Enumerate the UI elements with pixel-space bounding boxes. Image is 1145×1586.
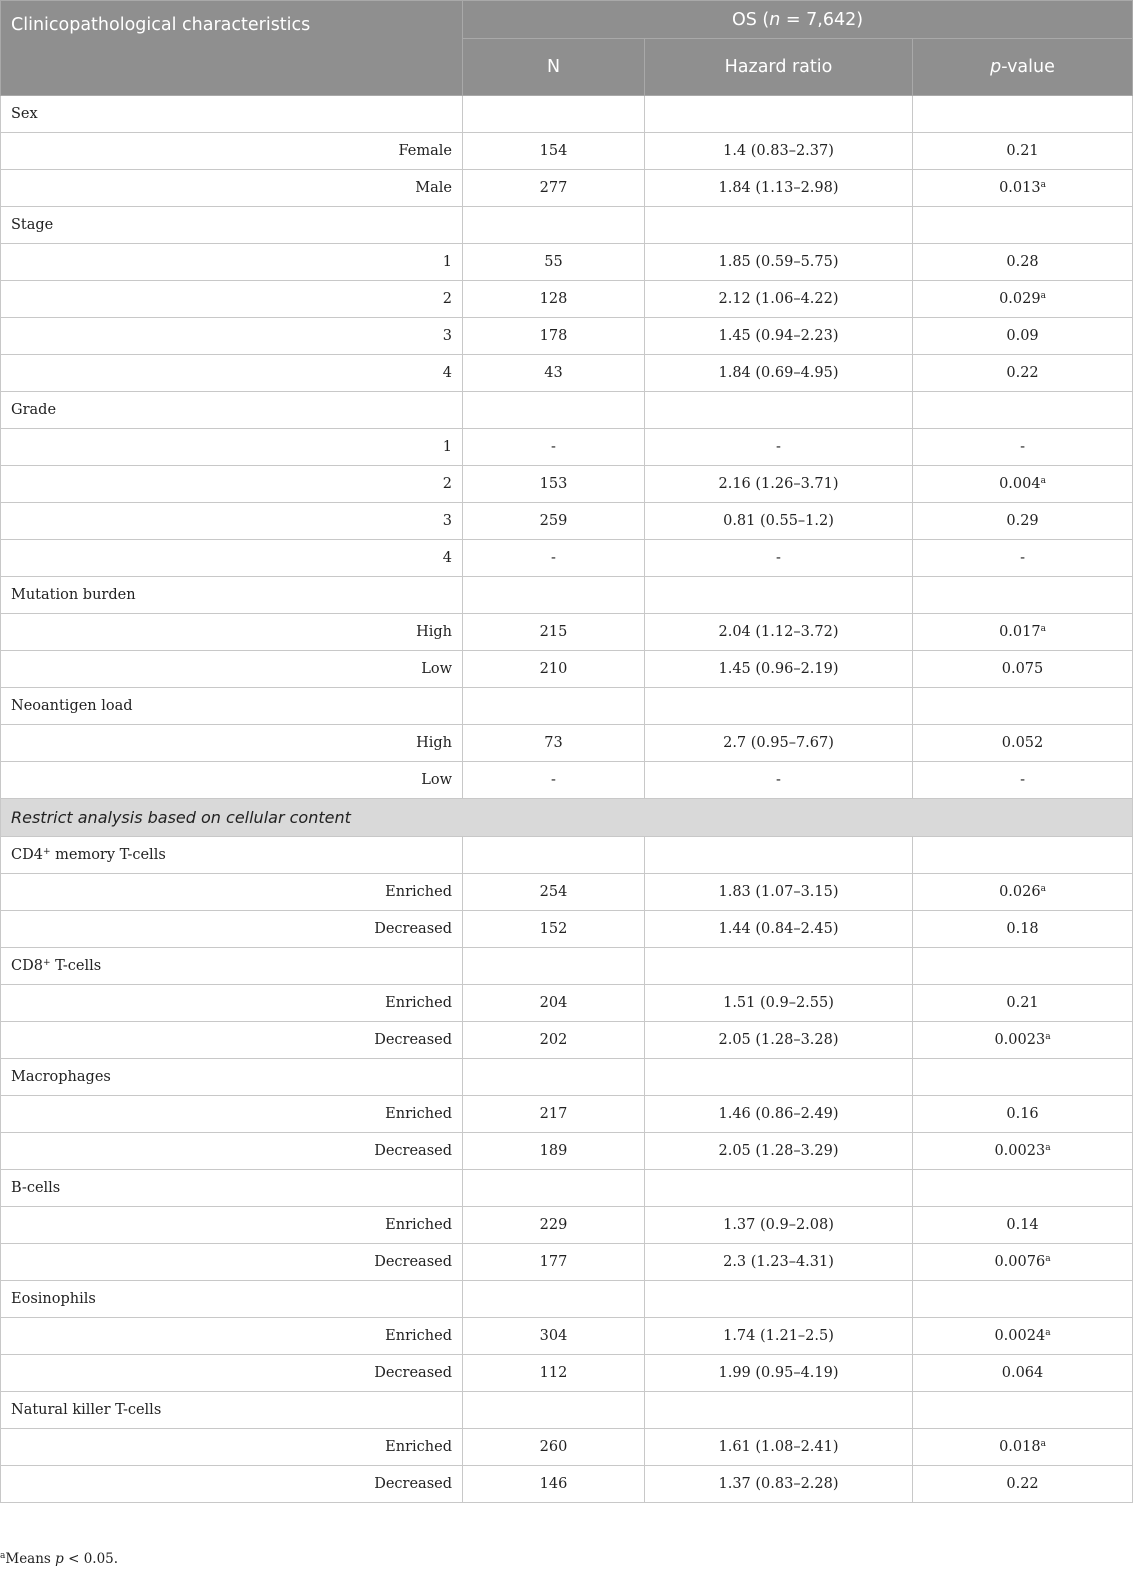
table-row: [1, 985, 1133, 1022]
hazard-ratio-cell: 2.7 (0.95–7.67): [645, 725, 913, 762]
group-label-text: Sex: [11, 106, 38, 122]
n-cell: 177: [463, 1244, 645, 1281]
table-row: [1, 281, 1133, 318]
p-value-text: 0.0023: [994, 1143, 1046, 1159]
empty-cell: [645, 96, 913, 133]
significance-mark: a: [1040, 1439, 1046, 1449]
p-value-text: 0.14: [1006, 1217, 1039, 1233]
p-value-text: 0.29: [1006, 513, 1039, 529]
table-row: [1, 1429, 1133, 1466]
n-cell: 153: [463, 466, 645, 503]
section-row: [1, 799, 1133, 837]
table-row: [1, 1207, 1133, 1244]
table-row: [1, 318, 1133, 355]
table-row: [1, 651, 1133, 688]
table-row: [1, 355, 1133, 392]
group-header-row: [1, 948, 1133, 985]
subgroup-label: Decreased: [1, 911, 463, 948]
p-value-text: 0.21: [1006, 995, 1039, 1011]
hazard-ratio-cell: 2.05 (1.28–3.28): [645, 1022, 913, 1059]
p-value-cell: [913, 1466, 1133, 1503]
table-row: [1, 170, 1133, 207]
empty-cell: [913, 207, 1133, 244]
significance-mark: a: [1040, 476, 1046, 486]
empty-cell: [463, 1170, 645, 1207]
table-row: [1, 1022, 1133, 1059]
group-label: [1, 948, 463, 985]
group-header-row: [1, 1281, 1133, 1318]
n-cell: 55: [463, 244, 645, 281]
subgroup-label: 2: [1, 281, 463, 318]
hazard-ratio-cell: 1.37 (0.83–2.28): [645, 1466, 913, 1503]
hazard-ratio-cell: 2.05 (1.28–3.29): [645, 1133, 913, 1170]
n-cell: 215: [463, 614, 645, 651]
empty-cell: [913, 837, 1133, 874]
subgroup-label: 1: [1, 244, 463, 281]
group-label-text: Grade: [11, 402, 57, 418]
p-value-cell: [913, 244, 1133, 281]
subgroup-label: Female: [1, 133, 463, 170]
p-value-cell: [913, 466, 1133, 503]
n-cell: 43: [463, 355, 645, 392]
os-suffix: = 7,642): [780, 9, 864, 30]
n-cell: 112: [463, 1355, 645, 1392]
p-value-text: -: [1020, 439, 1025, 455]
empty-cell: [645, 207, 913, 244]
p-value-text: 0.075: [1001, 661, 1044, 677]
empty-cell: [645, 837, 913, 874]
p-value-text: 0.013: [999, 180, 1041, 196]
subgroup-label: Enriched: [1, 1318, 463, 1355]
hazard-ratio-cell: 1.84 (1.13–2.98): [645, 170, 913, 207]
subgroup-label: High: [1, 614, 463, 651]
table-row: [1, 725, 1133, 762]
subgroup-label: 2: [1, 466, 463, 503]
empty-cell: [463, 577, 645, 614]
table-row: [1, 503, 1133, 540]
group-label-rest: memory T-cells: [50, 847, 166, 863]
empty-cell: [913, 577, 1133, 614]
empty-cell: [645, 392, 913, 429]
table-row: [1, 466, 1133, 503]
n-cell: 128: [463, 281, 645, 318]
subgroup-label: 3: [1, 503, 463, 540]
significance-mark: a: [1045, 1143, 1051, 1153]
group-label: [1, 688, 463, 725]
n-cell: 277: [463, 170, 645, 207]
group-header-row: [1, 1170, 1133, 1207]
os-n: n: [769, 9, 781, 30]
empty-cell: [913, 948, 1133, 985]
empty-cell: [645, 577, 913, 614]
header-os: [463, 1, 1133, 39]
group-label: [1, 1059, 463, 1096]
p-value-cell: [913, 614, 1133, 651]
p-suffix: -value: [1001, 57, 1055, 77]
empty-cell: [463, 1281, 645, 1318]
hazard-ratio-cell: 1.46 (0.86–2.49): [645, 1096, 913, 1133]
p-value-cell: [913, 1022, 1133, 1059]
p-value-text: 0.18: [1006, 921, 1039, 937]
subgroup-label: 4: [1, 540, 463, 577]
empty-cell: [645, 688, 913, 725]
subgroup-label: Decreased: [1, 1355, 463, 1392]
empty-cell: [463, 688, 645, 725]
n-cell: 73: [463, 725, 645, 762]
empty-cell: [645, 1392, 913, 1429]
section-label: Restrict analysis based on cellular content: [1, 799, 1133, 837]
p-value-text: 0.029: [999, 291, 1041, 307]
hazard-ratio-cell: 1.51 (0.9–2.55): [645, 985, 913, 1022]
p-value-text: 0.28: [1006, 254, 1039, 270]
p-value-cell: [913, 725, 1133, 762]
group-label: [1, 837, 463, 874]
p-value-text: 0.16: [1006, 1106, 1039, 1122]
table-body: [1, 96, 1133, 1503]
footnote-mark: a: [0, 1551, 6, 1561]
subgroup-label: Male: [1, 170, 463, 207]
subgroup-label: Enriched: [1, 1207, 463, 1244]
empty-cell: [913, 96, 1133, 133]
empty-cell: [463, 837, 645, 874]
hazard-ratio-cell: 1.84 (0.69–4.95): [645, 355, 913, 392]
empty-cell: [913, 1170, 1133, 1207]
significance-mark: a: [1045, 1254, 1051, 1264]
p-value-cell: [913, 503, 1133, 540]
footnote-text: Means: [5, 1551, 56, 1567]
p-value-text: 0.026: [999, 884, 1041, 900]
p-value-text: 0.21: [1006, 143, 1039, 159]
group-label-sup: +: [42, 958, 51, 968]
table-row: [1, 874, 1133, 911]
group-label-text: CD4: [11, 847, 43, 863]
table-row: [1, 1244, 1133, 1281]
hazard-ratio-cell: 1.83 (1.07–3.15): [645, 874, 913, 911]
n-cell: 254: [463, 874, 645, 911]
subgroup-label: 3: [1, 318, 463, 355]
subgroup-label: Enriched: [1, 985, 463, 1022]
n-cell: 204: [463, 985, 645, 1022]
hazard-ratio-cell: -: [645, 762, 913, 799]
n-cell: 260: [463, 1429, 645, 1466]
hazard-ratio-cell: 1.99 (0.95–4.19): [645, 1355, 913, 1392]
hazard-ratio-cell: 1.37 (0.9–2.08): [645, 1207, 913, 1244]
n-cell: -: [463, 540, 645, 577]
n-cell: -: [463, 429, 645, 466]
subgroup-label: Low: [1, 651, 463, 688]
subgroup-label: Decreased: [1, 1133, 463, 1170]
p-value-cell: [913, 1355, 1133, 1392]
table-row: [1, 1133, 1133, 1170]
p-value-cell: [913, 355, 1133, 392]
table-header: [1, 1, 1133, 96]
p-value-text: 0.004: [999, 476, 1041, 492]
table-row: [1, 540, 1133, 577]
group-label-text: Eosinophils: [11, 1291, 96, 1307]
n-cell: 259: [463, 503, 645, 540]
p-value-cell: [913, 762, 1133, 799]
footnote-rest: < 0.05.: [63, 1551, 119, 1567]
subgroup-label: High: [1, 725, 463, 762]
group-header-row: [1, 1059, 1133, 1096]
empty-cell: [463, 96, 645, 133]
empty-cell: [645, 1281, 913, 1318]
hazard-ratio-cell: -: [645, 540, 913, 577]
empty-cell: [463, 207, 645, 244]
p-value-cell: [913, 281, 1133, 318]
p-value-text: -: [1020, 772, 1025, 788]
subgroup-label: 1: [1, 429, 463, 466]
p-value-text: 0.0024: [994, 1328, 1046, 1344]
group-header-row: [1, 207, 1133, 244]
subgroup-label: Enriched: [1, 1096, 463, 1133]
group-label: [1, 577, 463, 614]
n-cell: 202: [463, 1022, 645, 1059]
subgroup-label: Decreased: [1, 1244, 463, 1281]
group-label-text: Stage: [11, 217, 54, 233]
subgroup-label: Decreased: [1, 1466, 463, 1503]
header-n: N: [463, 39, 645, 96]
table-row: [1, 1096, 1133, 1133]
hazard-ratio-cell: 1.74 (1.21–2.5): [645, 1318, 913, 1355]
p-value-cell: [913, 911, 1133, 948]
empty-cell: [463, 948, 645, 985]
hazard-ratio-cell: 1.4 (0.83–2.37): [645, 133, 913, 170]
group-label-text: Macrophages: [11, 1069, 111, 1085]
group-label: [1, 1281, 463, 1318]
header-hazard-ratio: Hazard ratio: [645, 39, 913, 96]
p-value-cell: [913, 1133, 1133, 1170]
group-header-row: [1, 96, 1133, 133]
p-value-cell: [913, 540, 1133, 577]
hazard-ratio-cell: 1.44 (0.84–2.45): [645, 911, 913, 948]
hazard-ratio-cell: -: [645, 429, 913, 466]
hazard-ratio-cell: 2.04 (1.12–3.72): [645, 614, 913, 651]
hazard-ratio-cell: 1.61 (1.08–2.41): [645, 1429, 913, 1466]
empty-cell: [463, 1059, 645, 1096]
empty-cell: [463, 1392, 645, 1429]
footnote: [0, 1551, 118, 1567]
group-label: [1, 96, 463, 133]
subgroup-label: Decreased: [1, 1022, 463, 1059]
subgroup-label: 4: [1, 355, 463, 392]
n-cell: 229: [463, 1207, 645, 1244]
p-value-text: -: [1020, 550, 1025, 566]
group-header-row: [1, 577, 1133, 614]
p-value-cell: [913, 1207, 1133, 1244]
p-value-text: 0.22: [1006, 365, 1039, 381]
table-row: [1, 429, 1133, 466]
p-value-cell: [913, 1429, 1133, 1466]
p-value-cell: [913, 1244, 1133, 1281]
group-label-text: Mutation burden: [11, 587, 136, 603]
hazard-ratio-cell: 2.12 (1.06–4.22): [645, 281, 913, 318]
table-row: [1, 1318, 1133, 1355]
significance-mark: a: [1040, 624, 1046, 634]
empty-cell: [913, 392, 1133, 429]
hazard-ratio-cell: 1.45 (0.96–2.19): [645, 651, 913, 688]
hazard-ratio-cell: 0.81 (0.55–1.2): [645, 503, 913, 540]
p-value-cell: [913, 170, 1133, 207]
p-value-cell: [913, 133, 1133, 170]
p-value-cell: [913, 1096, 1133, 1133]
table-row: [1, 1355, 1133, 1392]
p-value-cell: [913, 651, 1133, 688]
empty-cell: [645, 948, 913, 985]
table-row: [1, 911, 1133, 948]
hazard-ratio-cell: 1.45 (0.94–2.23): [645, 318, 913, 355]
table-row: [1, 1466, 1133, 1503]
empty-cell: [645, 1170, 913, 1207]
n-cell: 189: [463, 1133, 645, 1170]
group-header-row: [1, 392, 1133, 429]
subgroup-label: Low: [1, 762, 463, 799]
p-value-text: 0.22: [1006, 1476, 1039, 1492]
group-label-text: CD8: [11, 958, 43, 974]
p-value-text: 0.09: [1006, 328, 1039, 344]
n-cell: 210: [463, 651, 645, 688]
p-value-text: 0.064: [1001, 1365, 1044, 1381]
group-label: [1, 1170, 463, 1207]
significance-mark: a: [1045, 1328, 1051, 1338]
hazard-ratio-cell: 2.3 (1.23–4.31): [645, 1244, 913, 1281]
subgroup-label: Enriched: [1, 874, 463, 911]
subgroup-label: Enriched: [1, 1429, 463, 1466]
group-label-text: Natural killer T-cells: [11, 1402, 162, 1418]
p-value-text: 0.0023: [994, 1032, 1046, 1048]
n-cell: 146: [463, 1466, 645, 1503]
empty-cell: [913, 1281, 1133, 1318]
significance-mark: a: [1045, 1032, 1051, 1042]
footnote-p: p: [55, 1551, 64, 1567]
table-row: [1, 133, 1133, 170]
group-header-row: [1, 688, 1133, 725]
group-label-sup: +: [42, 847, 51, 857]
hazard-ratio-cell: 2.16 (1.26–3.71): [645, 466, 913, 503]
table-row: [1, 614, 1133, 651]
group-label-text: B-cells: [11, 1180, 61, 1196]
p-value-cell: [913, 1318, 1133, 1355]
p-value-text: 0.0076: [994, 1254, 1046, 1270]
header-characteristics: Clinicopathological characteristics: [1, 1, 463, 96]
table-row: [1, 762, 1133, 799]
p-value-text: 0.018: [999, 1439, 1041, 1455]
empty-cell: [645, 1059, 913, 1096]
p-value-cell: [913, 429, 1133, 466]
group-label: [1, 1392, 463, 1429]
significance-mark: a: [1040, 884, 1046, 894]
n-cell: 217: [463, 1096, 645, 1133]
header-row-top: [1, 1, 1133, 39]
group-label-text: Neoantigen load: [11, 698, 133, 714]
n-cell: 178: [463, 318, 645, 355]
significance-mark: a: [1040, 291, 1046, 301]
hazard-ratio-cell: 1.85 (0.59–5.75): [645, 244, 913, 281]
n-cell: 304: [463, 1318, 645, 1355]
empty-cell: [913, 1059, 1133, 1096]
empty-cell: [463, 392, 645, 429]
p-value-text: 0.017: [999, 624, 1041, 640]
header-p-value: [913, 39, 1133, 96]
group-label: [1, 207, 463, 244]
significance-mark: a: [1040, 180, 1046, 190]
group-label: [1, 392, 463, 429]
p-italic: p: [990, 57, 1002, 77]
n-cell: -: [463, 762, 645, 799]
n-cell: 152: [463, 911, 645, 948]
group-header-row: [1, 837, 1133, 874]
group-header-row: [1, 1392, 1133, 1429]
table-row: [1, 244, 1133, 281]
p-value-cell: [913, 318, 1133, 355]
n-cell: 154: [463, 133, 645, 170]
empty-cell: [913, 1392, 1133, 1429]
group-label-rest: T-cells: [50, 958, 102, 974]
p-value-text: 0.052: [1001, 735, 1044, 751]
empty-cell: [913, 688, 1133, 725]
p-value-cell: [913, 874, 1133, 911]
p-value-cell: [913, 985, 1133, 1022]
os-prefix: OS (: [731, 9, 770, 30]
